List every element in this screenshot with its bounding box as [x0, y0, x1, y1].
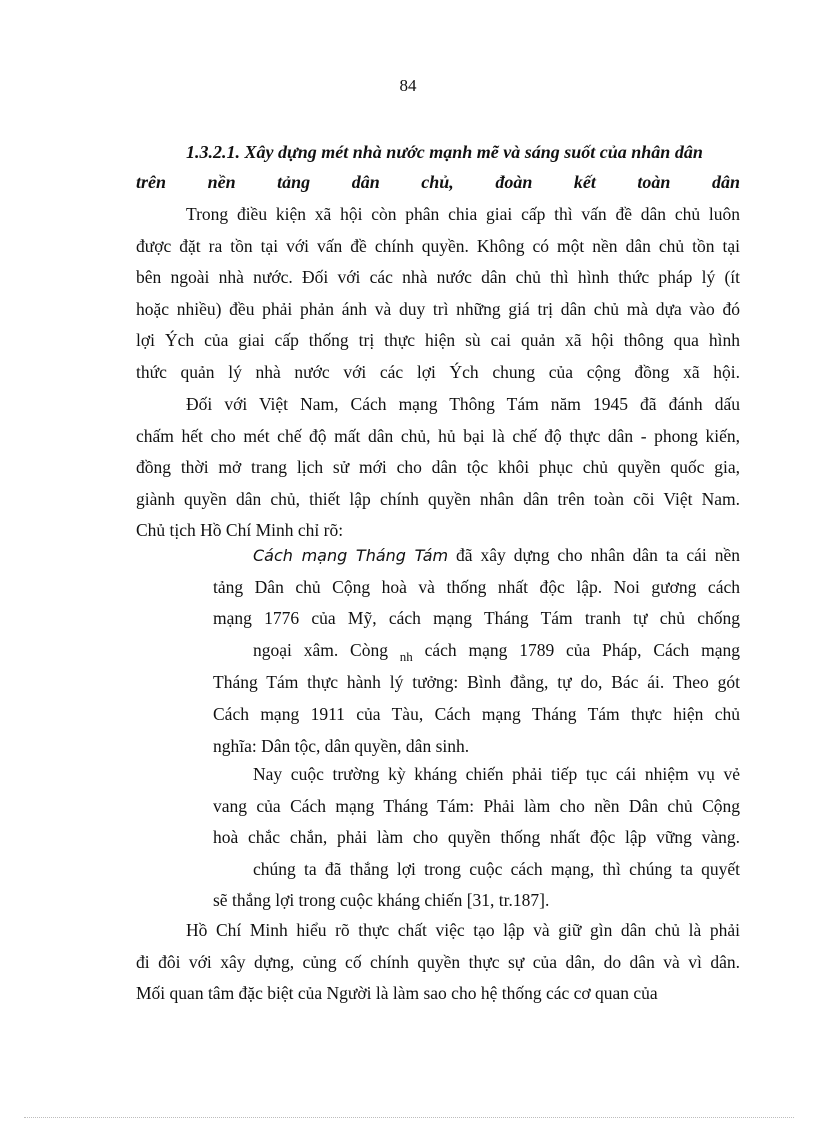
text-line: Mối quan tâm đặc biệt của Người là làm sao cho hệ thống các cơ quan của	[136, 983, 658, 1004]
subscript-fragment: nh	[399, 648, 413, 664]
text-line: tảng Dân chủ Cộng hoà và thống nhất độc lập. Noi gương cách	[213, 576, 740, 597]
text-line: hoà chắc chắn, phải làm cho quyền thống nhất độc lập vững vàng.	[213, 827, 740, 848]
text-line	[213, 540, 740, 572]
text-line: mạng 1776 của Mỹ, cách mạng Tháng Tám tranh tự chủ chống	[213, 608, 740, 629]
text-line: lợi Ých của giai cấp thống trị thực hiện sù cai quản xã hội thông qua hình	[136, 330, 740, 351]
text-line: được đặt ra tồn tại với vấn đề chính quyền. Không có một nền dân chủ tồn tại	[136, 235, 740, 256]
text-line: Trong điều kiện xã hội còn phân chia giai cấp thì vấn đề dân chủ luôn	[186, 204, 740, 224]
text-line: Hồ Chí Minh hiểu rõ thực chất việc tạo lập và giữ gìn dân chủ là phải	[186, 920, 740, 940]
heading-word: trên	[136, 172, 167, 192]
heading-word: chủ,	[421, 172, 454, 192]
text-line: chấm hết cho mét chế độ mất dân chủ, hủ bại là chế độ thực dân - phong kiến,	[136, 425, 740, 446]
text-line: thức quản lý nhà nước với các lợi Ých chung của cộng đồng xã hội.	[136, 361, 740, 382]
heading-word: dân	[711, 172, 740, 192]
heading-word: dân	[351, 172, 380, 192]
text-line: Cách mạng 1911 của Tàu, Cách mạng Tháng Tám thực hiện chủ	[213, 703, 740, 724]
text-fragment: cách mạng 1789 của Pháp, Cách mạng	[412, 639, 740, 660]
paragraph-2	[136, 389, 740, 547]
text-line: hoặc nhiều) đều phải phản ánh và duy trì những giá trị dân chủ mà dựa vào đó	[136, 298, 740, 319]
text-line: bên ngoài nhà nước. Đối với các nhà nước dân chủ thì hình thức pháp lý (ít	[136, 267, 740, 288]
paragraph-1	[136, 199, 740, 389]
text-line: đi đôi với xây dựng, củng cố chính quyền thực sự của dân, do dân và vì dân.	[136, 951, 740, 972]
text-line: đồng thời mở trang lịch sử mới cho dân tộc khôi phục chủ quyền quốc gia,	[136, 457, 740, 478]
text-line: Chủ tịch Hồ Chí Minh chỉ rõ:	[136, 520, 344, 541]
quote-2	[213, 759, 740, 917]
text-fragment: đã xây dựng cho nhân dân ta cái nền	[448, 545, 741, 565]
text-line: nghĩa: Dân tộc, dân quyền, dân sinh.	[213, 735, 470, 756]
text-line	[213, 635, 740, 668]
section-heading-line2	[136, 172, 740, 193]
section-heading: 1.3.2.1. Xây dựng mét nhà nước mạnh mẽ và sáng suốt của nhân dân	[186, 142, 703, 162]
text-line: Nay cuộc trường kỳ kháng chiến phải tiếp tục cái nhiệm vụ vẻ	[253, 764, 740, 784]
text-line: Đối với Việt Nam, Cách mạng Thông Tám năm 1945 đã đánh dấu	[186, 394, 740, 414]
heading-word: tảng	[277, 172, 311, 192]
paragraph-3	[136, 915, 740, 1010]
text-line: vang của Cách mạng Tháng Tám: Phải làm cho nền Dân chủ Cộng	[213, 795, 740, 816]
text-line: chúng ta đã thắng lợi trong cuộc cách mạng, thì chúng ta quyết	[253, 858, 740, 879]
page-number: 84	[399, 76, 417, 95]
text-fragment: ngoại xâm. Còng	[253, 639, 400, 660]
heading-word: đoàn	[495, 172, 533, 192]
text-line: giành quyền dân chủ, thiết lập chính quyền nhân dân trên toàn cõi Việt Nam.	[136, 488, 740, 509]
heading-word: toàn	[637, 172, 671, 192]
italic-term: Cách mạng Tháng Tám	[253, 546, 449, 565]
page-bottom-divider	[24, 1117, 794, 1118]
heading-word: nền	[207, 172, 236, 192]
text-line: sẽ thắng lợi trong cuộc kháng chiến [31, tr.187].	[213, 890, 550, 911]
quote-1	[213, 540, 740, 762]
heading-word: kết	[573, 172, 596, 192]
text-line: Tháng Tám thực hành lý tưởng: Bình đẳng, tự do, Bác ái. Theo gót	[213, 672, 740, 693]
